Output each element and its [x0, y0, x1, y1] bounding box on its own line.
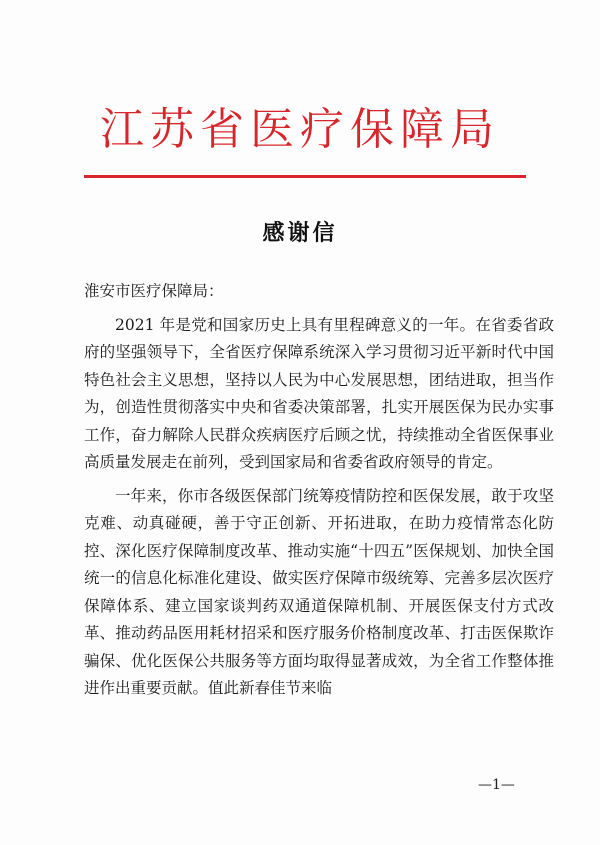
letterhead-red-rule [84, 175, 526, 178]
document-body [84, 278, 554, 709]
document-title: 感谢信 [262, 220, 338, 246]
letterhead-org-name: 江苏省医疗保障局 [100, 104, 500, 155]
paragraph-2: 一年来，你市各级医保部门统筹疫情防控和医保发展，敢于攻坚克难、动真碰硬，善于守正创新、开拓进取，在助力疫情常态化防控、深化医疗保障制度改革、推动实施“十四五”医保规划、加快全国统一的信息化标准化建设、做实医疗保障市级统筹、完善多层次医疗保障体系、建立国家谈判药双通道保障机制、开展医保支付方式改革、推动药品医用耗材招采和医疗服务价格制度改革、打击医保欺诈骗保、优化医保公共服务等方面均取得显著成效，为全省工作整体推进作出重要贡献。值此新春佳节来临 [84, 486, 554, 697]
paragraph-1: 2021 年是党和国家历史上具有里程碑意义的一年。在省委省政府的坚强领导下，全省医疗保障系统深入学习贯彻习近平新时代中国特色社会主义思想，坚持以人民为中心发展思想，团结进取，担当作为，创造性贯彻落实中央和省委决策部署，扎实开展医保为民办实事工作，奋力解除人民群众疾病医疗后顾之忧，持续推动全省医保事业高质量发展走在前列，受到国家局和省委省政府领导的肯定。 [84, 315, 554, 471]
salutation: 淮安市医疗保障局： [84, 282, 224, 300]
page-number: —1— [478, 777, 515, 793]
